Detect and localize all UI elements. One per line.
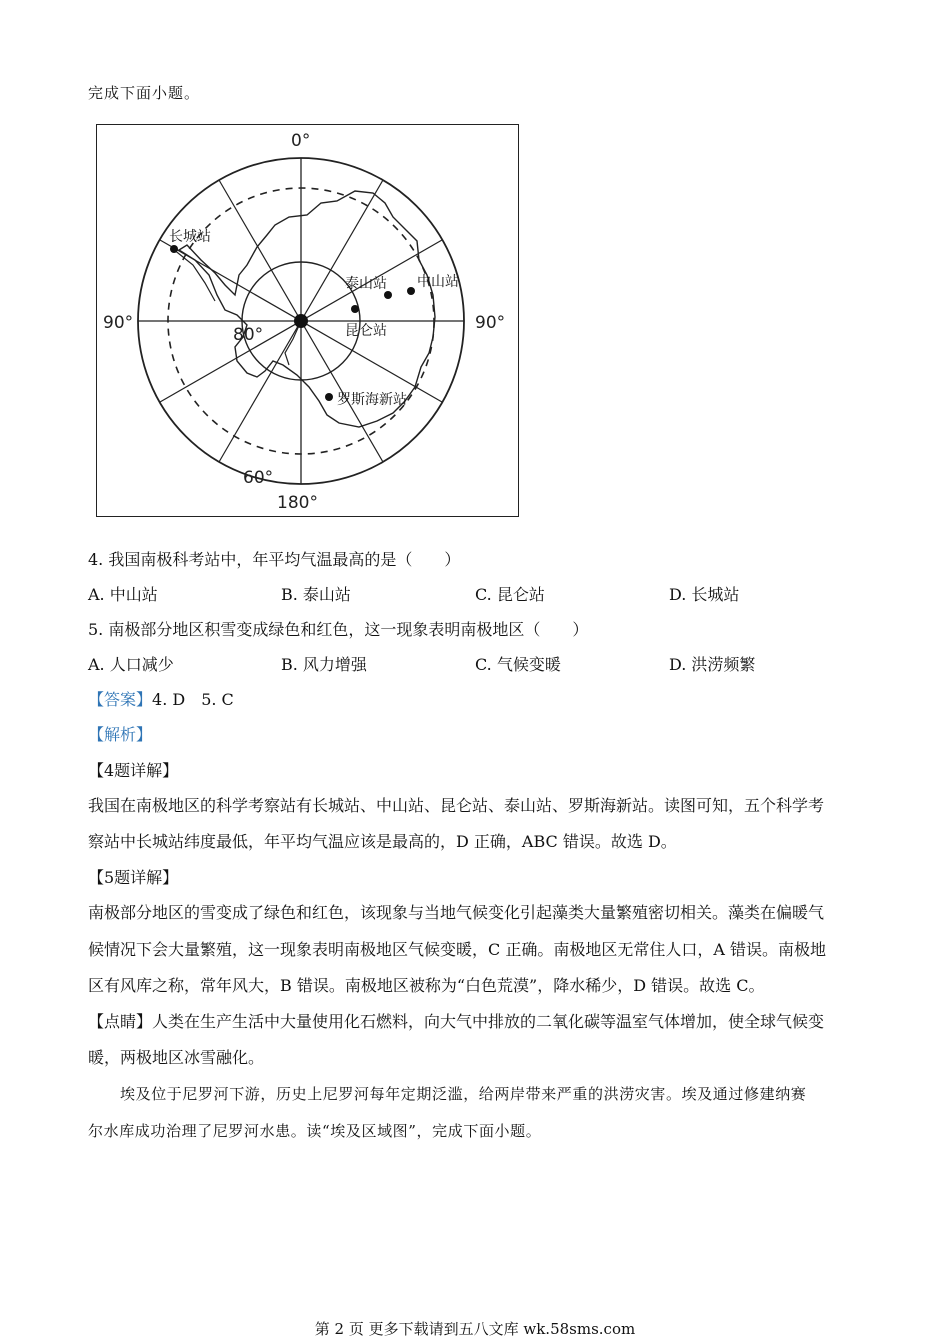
antarctica-map (96, 124, 519, 517)
changcheng-station-dot (170, 245, 178, 253)
label-changcheng: 长城站 (169, 229, 211, 245)
detail4-line-2: 察站中长城站纬度最低，年平均气温应该是最高的，D 正确，ABC 错误。故选 D。 (88, 832, 677, 851)
point-tag: 【点睛】 (88, 1012, 153, 1031)
label-taishan: 泰山站 (345, 276, 387, 292)
detail5-line-2: 候情况下会大量繁殖，这一现象表明南极地区气候变暖，C 正确。南极地区无常住人口，A 错误。南极地 (88, 940, 826, 959)
label-zhongshan: 中山站 (417, 274, 459, 290)
point-text-1: 人类在生产生活中大量使用化石燃料，向大气中排放的二氧化碳等温室气体增加，使全球气候变 (152, 1012, 825, 1031)
intro-text: 完成下面小题。 (88, 84, 201, 102)
detail4-line-1: 我国在南极地区的科学考察站有长城站、中山站、昆仑站、泰山站、罗斯海新站。读图可知，五个科学考 (88, 796, 825, 815)
q4-option-b: B. 泰山站 (281, 585, 351, 604)
answer-text: 4. D 5. C (152, 690, 234, 709)
q5-option-d: D. 洪涝频繁 (669, 655, 756, 674)
next-intro-line-1: 埃及位于尼罗河下游，历史上尼罗河每年定期泛滥，给两岸带来严重的洪涝灾害。埃及通过修建纳赛 (120, 1085, 807, 1103)
q5-option-a: A. 人口减少 (88, 655, 174, 674)
analysis-tag: 【解析】 (88, 725, 153, 744)
label-60deg: 60° (243, 468, 274, 488)
detail4-tag: 【4题详解】 (88, 761, 179, 780)
next-intro-line-2: 尔水库成功治理了尼罗河水患。读“埃及区域图”，完成下面小题。 (88, 1122, 542, 1140)
label-luosihai: 罗斯海新站 (337, 392, 407, 408)
label-0deg: 0° (291, 131, 311, 151)
detail5-tag: 【5题详解】 (88, 868, 179, 887)
antarctica-map-svg (97, 125, 517, 515)
answer-line (88, 690, 234, 710)
label-180deg: 180° (277, 493, 318, 513)
q5-stem: 5. 南极部分地区积雪变成绿色和红色，这一现象表明南极地区（ ） (88, 620, 589, 639)
q4-option-c: C. 昆仑站 (475, 585, 545, 604)
point-line-2: 暖，两极地区冰雪融化。 (88, 1048, 265, 1067)
detail5-line-1: 南极部分地区的雪变成了绿色和红色，该现象与当地气候变化引起藻类大量繁殖密切相关。藻类在偏暖气 (88, 903, 825, 922)
page-footer: 第 2 页 更多下载请到五八文库 wk.58sms.com (314, 1320, 636, 1338)
q4-stem: 4. 我国南极科考站中，年平均气温最高的是（ ） (88, 550, 461, 569)
answer-tag: 【答案】 (88, 690, 153, 709)
taishan-station-dot (384, 291, 392, 299)
point-line-1 (88, 1012, 824, 1032)
label-kunlun: 昆仑站 (345, 323, 387, 339)
detail5-line-3: 区有风库之称，常年风大，B 错误。南极地区被称为“白色荒漠”，降水稀少，D 错误。故选 C。 (88, 976, 765, 995)
luosihai-station-dot (325, 393, 333, 401)
south-pole-dot (294, 314, 308, 328)
kunlun-station-dot (351, 305, 359, 313)
label-90deg-right: 90° (475, 313, 506, 333)
q4-option-d: D. 长城站 (669, 585, 740, 604)
q4-option-a: A. 中山站 (88, 585, 158, 604)
label-80deg: 80° (233, 325, 264, 345)
q5-option-c: C. 气候变暖 (475, 655, 561, 674)
q5-option-b: B. 风力增强 (281, 655, 367, 674)
zhongshan-station-dot (407, 287, 415, 295)
label-90deg-left: 90° (103, 313, 134, 333)
